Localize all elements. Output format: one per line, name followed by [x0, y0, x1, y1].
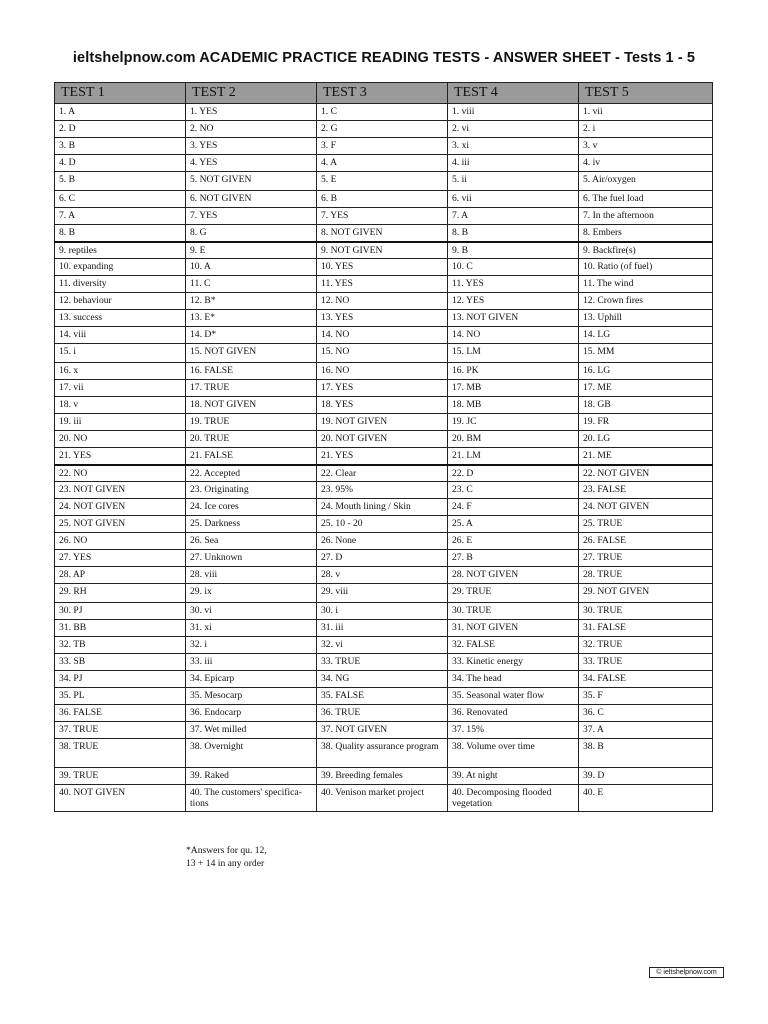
answer-cell: 13. YES: [317, 310, 448, 327]
answer-cell: 1. C: [317, 104, 448, 121]
answer-cell: 17. ME: [579, 380, 713, 397]
table-row: [55, 448, 713, 465]
answer-cell: 26. E: [448, 533, 579, 550]
answer-cell: 33. TRUE: [579, 654, 713, 671]
answer-cell: 24. NOT GIVEN: [579, 499, 713, 516]
header-test-5: TEST 5: [579, 83, 713, 104]
table-row: [55, 397, 713, 414]
answer-cell: 7. In the afternoon: [579, 208, 713, 225]
answer-cell: 4. iii: [448, 155, 579, 172]
answer-cell: 9. B: [448, 242, 579, 259]
table-row: [55, 603, 713, 620]
answer-cell: 24. Ice cores: [186, 499, 317, 516]
answer-cell: 26. None: [317, 533, 448, 550]
answer-cell: 27. Unknown: [186, 550, 317, 567]
answer-cell: 18. v: [55, 397, 186, 414]
answer-cell: 33. iii: [186, 654, 317, 671]
table-row: [55, 499, 713, 516]
table-row: [55, 121, 713, 138]
answer-cell: 19. NOT GIVEN: [317, 414, 448, 431]
table-row: [55, 310, 713, 327]
answer-cell: 32. TRUE: [579, 637, 713, 654]
page-title: ieltshelpnow.com ACADEMIC PRACTICE READING TESTS - ANSWER SHEET - Tests 1 - 5: [72, 50, 696, 66]
table-row: [55, 191, 713, 208]
answer-cell: 18. YES: [317, 397, 448, 414]
answer-cell: 8. G: [186, 225, 317, 242]
answer-cell: 1. viii: [448, 104, 579, 121]
answer-cell: 39. Breeding females: [317, 768, 448, 785]
answer-cell: 10. C: [448, 259, 579, 276]
answer-cell: 31. xi: [186, 620, 317, 637]
table-row: [55, 705, 713, 722]
answer-cell: 20. BM: [448, 431, 579, 448]
answer-cell: 6. C: [55, 191, 186, 208]
answer-cell: 38. Overnight: [186, 739, 317, 768]
answer-cell: 29. viii: [317, 584, 448, 603]
answer-cell: 18. NOT GIVEN: [186, 397, 317, 414]
answer-cell: 39. TRUE: [55, 768, 186, 785]
answer-cell: 5. B: [55, 172, 186, 191]
answer-cell: 35. Seasonal water flow: [448, 688, 579, 705]
answer-cell: 22. D: [448, 465, 579, 482]
header-row: [55, 83, 713, 104]
answer-cell: 32. i: [186, 637, 317, 654]
answer-cell: 22. Accepted: [186, 465, 317, 482]
answer-cell: 3. YES: [186, 138, 317, 155]
answer-cell: 15. NO: [317, 344, 448, 363]
answer-cell: 38. TRUE: [55, 739, 186, 768]
answer-cell: 1. A: [55, 104, 186, 121]
answer-cell: 16. LG: [579, 363, 713, 380]
answer-cell: 37. TRUE: [55, 722, 186, 739]
answer-cell: 9. Backfire(s): [579, 242, 713, 259]
answer-cell: 22. NOT GIVEN: [579, 465, 713, 482]
answer-cell: 33. Kinetic energy: [448, 654, 579, 671]
answer-cell: 2. vi: [448, 121, 579, 138]
answer-cell: 22. NO: [55, 465, 186, 482]
answer-cell: 19. TRUE: [186, 414, 317, 431]
answer-cell: 30. vi: [186, 603, 317, 620]
answer-cell: 17. vii: [55, 380, 186, 397]
answer-cell: 37. NOT GIVEN: [317, 722, 448, 739]
answer-cell: 12. behaviour: [55, 293, 186, 310]
answer-cell: 29. ix: [186, 584, 317, 603]
answer-cell: 13. success: [55, 310, 186, 327]
answer-cell: 23. Originating: [186, 482, 317, 499]
answer-cell: 31. NOT GIVEN: [448, 620, 579, 637]
answer-cell: 27. YES: [55, 550, 186, 567]
answer-cell: 27. TRUE: [579, 550, 713, 567]
answer-cell: 37. A: [579, 722, 713, 739]
answer-cell: 34. The head: [448, 671, 579, 688]
answer-cell: 31. BB: [55, 620, 186, 637]
answer-rows: [55, 104, 713, 812]
answer-cell: 25. NOT GIVEN: [55, 516, 186, 533]
answer-cell: 40. Decomposing flooded vegetation: [448, 785, 579, 812]
answer-cell: 32. FALSE: [448, 637, 579, 654]
table-row: [55, 739, 713, 768]
answer-cell: 21. YES: [55, 448, 186, 465]
table-row: [55, 276, 713, 293]
answer-cell: 35. Mesocarp: [186, 688, 317, 705]
answer-cell: 34. FALSE: [579, 671, 713, 688]
table-row: [55, 242, 713, 259]
answer-cell: 28. NOT GIVEN: [448, 567, 579, 584]
answer-cell: 28. TRUE: [579, 567, 713, 584]
answer-cell: 28. AP: [55, 567, 186, 584]
answer-cell: 38. Quality assurance program: [317, 739, 448, 768]
answer-cell: 10. YES: [317, 259, 448, 276]
table-row: [55, 637, 713, 654]
answer-cell: 7. YES: [317, 208, 448, 225]
answer-cell: 38. Volume over time: [448, 739, 579, 768]
table-row: [55, 722, 713, 739]
answer-cell: 21. FALSE: [186, 448, 317, 465]
answer-cell: 12. NO: [317, 293, 448, 310]
table-row: [55, 414, 713, 431]
answer-cell: 4. A: [317, 155, 448, 172]
answer-cell: 30. PJ: [55, 603, 186, 620]
answer-cell: 24. NOT GIVEN: [55, 499, 186, 516]
answer-cell: 34. Epicarp: [186, 671, 317, 688]
answer-cell: 16. NO: [317, 363, 448, 380]
answer-cell: 31. FALSE: [579, 620, 713, 637]
answer-cell: 9. reptiles: [55, 242, 186, 259]
table-row: [55, 138, 713, 155]
answer-cell: 20. NOT GIVEN: [317, 431, 448, 448]
answer-cell: 27. D: [317, 550, 448, 567]
answer-cell: 29. TRUE: [448, 584, 579, 603]
answer-cell: 23. NOT GIVEN: [55, 482, 186, 499]
answer-cell: 5. E: [317, 172, 448, 191]
answer-cell: 12. Crown fires: [579, 293, 713, 310]
table-row: [55, 431, 713, 448]
table-row: [55, 327, 713, 344]
answer-cell: 19. JC: [448, 414, 579, 431]
answer-cell: 5. NOT GIVEN: [186, 172, 317, 191]
answer-cell: 3. F: [317, 138, 448, 155]
footnote: [186, 844, 267, 870]
answer-cell: 28. viii: [186, 567, 317, 584]
answer-cell: 34. PJ: [55, 671, 186, 688]
table-row: [55, 671, 713, 688]
answer-cell: 18. GB: [579, 397, 713, 414]
answer-cell: 16. FALSE: [186, 363, 317, 380]
answer-cell: 9. NOT GIVEN: [317, 242, 448, 259]
answer-cell: 14. D*: [186, 327, 317, 344]
answer-cell: 32. vi: [317, 637, 448, 654]
answer-cell: 38. B: [579, 739, 713, 768]
answer-cell: 40. E: [579, 785, 713, 812]
table-row: [55, 259, 713, 276]
table-row: [55, 363, 713, 380]
answer-cell: 36. Renovated: [448, 705, 579, 722]
answer-cell: 6. vii: [448, 191, 579, 208]
answer-cell: 20. LG: [579, 431, 713, 448]
footnote-line-2: 13 + 14 in any order: [186, 858, 265, 869]
table-row: [55, 380, 713, 397]
answer-cell: 37. Wet milled: [186, 722, 317, 739]
answer-cell: 10. A: [186, 259, 317, 276]
answer-cell: 8. B: [448, 225, 579, 242]
answer-cell: 25. TRUE: [579, 516, 713, 533]
answer-cell: 40. Venison market project: [317, 785, 448, 812]
answer-cell: 39. D: [579, 768, 713, 785]
answer-cell: 20. TRUE: [186, 431, 317, 448]
answer-cell: 2. D: [55, 121, 186, 138]
table-row: [55, 482, 713, 499]
answer-cell: 17. TRUE: [186, 380, 317, 397]
answer-cell: 3. v: [579, 138, 713, 155]
answer-cell: 11. YES: [317, 276, 448, 293]
answer-cell: 11. YES: [448, 276, 579, 293]
answer-cell: 8. NOT GIVEN: [317, 225, 448, 242]
answer-cell: 24. Mouth lining / Skin: [317, 499, 448, 516]
table-row: [55, 172, 713, 191]
answer-cell: 35. FALSE: [317, 688, 448, 705]
answer-cell: 11. The wind: [579, 276, 713, 293]
table-row: [55, 654, 713, 671]
answer-cell: 3. B: [55, 138, 186, 155]
answer-cell: 6. NOT GIVEN: [186, 191, 317, 208]
answer-cell: 1. vii: [579, 104, 713, 121]
answer-cell: 6. B: [317, 191, 448, 208]
answer-cell: 19. iii: [55, 414, 186, 431]
answer-cell: 25. 10 - 20: [317, 516, 448, 533]
answer-cell: 15. i: [55, 344, 186, 363]
answer-cell: 33. SB: [55, 654, 186, 671]
answer-cell: 14. viii: [55, 327, 186, 344]
answer-cell: 18. MB: [448, 397, 579, 414]
answer-cell: 25. Darkness: [186, 516, 317, 533]
answer-cell: 10. Ratio (of fuel): [579, 259, 713, 276]
answer-cell: 11. diversity: [55, 276, 186, 293]
table-row: [55, 533, 713, 550]
answer-cell: 30. TRUE: [579, 603, 713, 620]
answer-table: [54, 82, 713, 812]
table-row: [55, 768, 713, 785]
table-row: [55, 344, 713, 363]
answer-cell: 14. NO: [317, 327, 448, 344]
answer-cell: 7. A: [448, 208, 579, 225]
header-test-1: TEST 1: [55, 83, 186, 104]
answer-cell: 12. YES: [448, 293, 579, 310]
answer-cell: 4. iv: [579, 155, 713, 172]
answer-cell: 39. Raked: [186, 768, 317, 785]
answer-cell: 21. ME: [579, 448, 713, 465]
header-test-3: TEST 3: [317, 83, 448, 104]
answer-cell: 23. FALSE: [579, 482, 713, 499]
answer-cell: 8. Embers: [579, 225, 713, 242]
answer-cell: 36. TRUE: [317, 705, 448, 722]
table-row: [55, 785, 713, 812]
answer-cell: 26. FALSE: [579, 533, 713, 550]
answer-cell: 11. C: [186, 276, 317, 293]
answer-cell: 21. LM: [448, 448, 579, 465]
answer-cell: 30. TRUE: [448, 603, 579, 620]
answer-cell: 20. NO: [55, 431, 186, 448]
answer-cell: 17. MB: [448, 380, 579, 397]
table-row: [55, 465, 713, 482]
answer-cell: 8. B: [55, 225, 186, 242]
answer-cell: 15. MM: [579, 344, 713, 363]
answer-cell: 14. NO: [448, 327, 579, 344]
answer-cell: 24. F: [448, 499, 579, 516]
answer-cell: 26. NO: [55, 533, 186, 550]
answer-cell: 10. expanding: [55, 259, 186, 276]
answer-cell: 36. Endocarp: [186, 705, 317, 722]
answer-cell: 16. x: [55, 363, 186, 380]
answer-cell: 36. C: [579, 705, 713, 722]
answer-cell: 21. YES: [317, 448, 448, 465]
answer-cell: 25. A: [448, 516, 579, 533]
answer-cell: 32. TB: [55, 637, 186, 654]
answer-cell: 2. NO: [186, 121, 317, 138]
answer-cell: 5. ii: [448, 172, 579, 191]
table-row: [55, 104, 713, 121]
answer-cell: 36. FALSE: [55, 705, 186, 722]
answer-cell: 15. NOT GIVEN: [186, 344, 317, 363]
answer-cell: 22. Clear: [317, 465, 448, 482]
table-row: [55, 688, 713, 705]
answer-cell: 12. B*: [186, 293, 317, 310]
table-row: [55, 155, 713, 172]
answer-cell: 5. Air/oxygen: [579, 172, 713, 191]
copyright-label: © ieltshelpnow.com: [649, 967, 724, 978]
answer-cell: 27. B: [448, 550, 579, 567]
answer-cell: 1. YES: [186, 104, 317, 121]
answer-cell: 33. TRUE: [317, 654, 448, 671]
answer-cell: 23. 95%: [317, 482, 448, 499]
answer-cell: 34. NG: [317, 671, 448, 688]
answer-cell: 13. E*: [186, 310, 317, 327]
answer-cell: 13. NOT GIVEN: [448, 310, 579, 327]
table-row: [55, 550, 713, 567]
answer-cell: 40. The customers' specifica-tions: [186, 785, 317, 812]
answer-cell: 29. RH: [55, 584, 186, 603]
answer-cell: 37. 15%: [448, 722, 579, 739]
answer-cell: 9. E: [186, 242, 317, 259]
footnote-line-1: *Answers for qu. 12,: [186, 845, 267, 856]
answer-cell: 13. Uphill: [579, 310, 713, 327]
answer-cell: 19. FR: [579, 414, 713, 431]
table-row: [55, 225, 713, 242]
answer-cell: 7. A: [55, 208, 186, 225]
table-row: [55, 293, 713, 310]
table-row: [55, 567, 713, 584]
answer-cell: 39. At night: [448, 768, 579, 785]
table-row: [55, 584, 713, 603]
answer-cell: 26. Sea: [186, 533, 317, 550]
answer-cell: 15. LM: [448, 344, 579, 363]
answer-cell: 35. F: [579, 688, 713, 705]
header-test-2: TEST 2: [186, 83, 317, 104]
answer-cell: 28. v: [317, 567, 448, 584]
answer-cell: 2. G: [317, 121, 448, 138]
answer-cell: 35. PL: [55, 688, 186, 705]
table-row: [55, 516, 713, 533]
answer-cell: 17. YES: [317, 380, 448, 397]
header-test-4: TEST 4: [448, 83, 579, 104]
table-row: [55, 208, 713, 225]
answer-cell: 6. The fuel load: [579, 191, 713, 208]
answer-cell: 30. i: [317, 603, 448, 620]
answer-cell: 31. iii: [317, 620, 448, 637]
table-row: [55, 620, 713, 637]
answer-cell: 4. YES: [186, 155, 317, 172]
answer-cell: 16. PK: [448, 363, 579, 380]
answer-cell: 14. LG: [579, 327, 713, 344]
answer-cell: 40. NOT GIVEN: [55, 785, 186, 812]
answer-cell: 7. YES: [186, 208, 317, 225]
answer-cell: 3. xi: [448, 138, 579, 155]
answer-cell: 23. C: [448, 482, 579, 499]
answer-cell: 2. i: [579, 121, 713, 138]
answer-cell: 29. NOT GIVEN: [579, 584, 713, 603]
answer-cell: 4. D: [55, 155, 186, 172]
